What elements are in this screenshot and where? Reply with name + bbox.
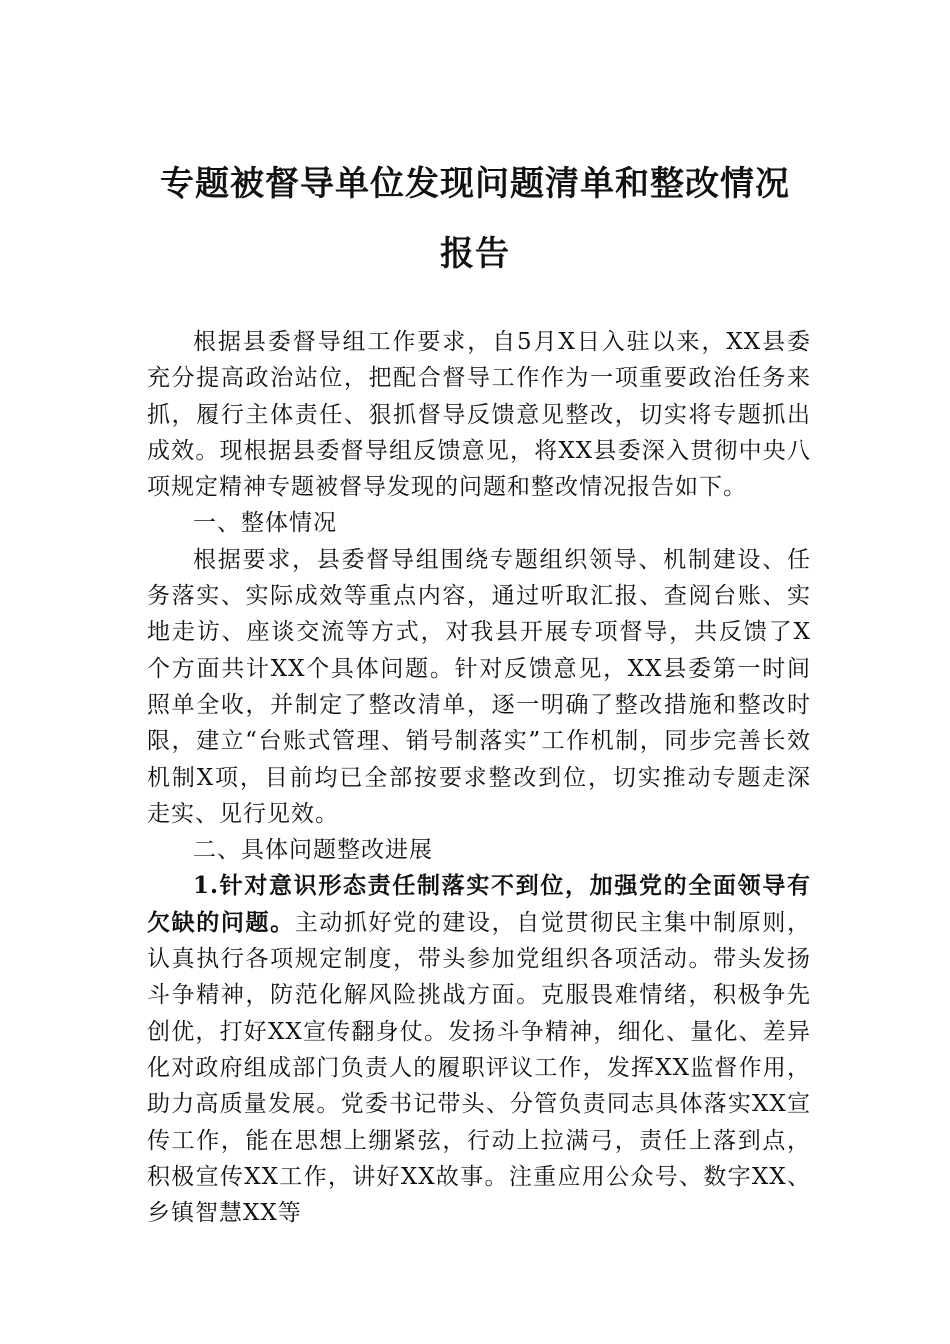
section-2-heading: 二、具体问题整改进展 — [193, 837, 433, 864]
item-1-body: 主动抓好党的建设，自觉贯彻民主集中制原则，认真执行各项规定制度，带头参加党组织各项活动。带头发扬斗争精神，防范化解风险挑战方面。克服畏难情绪，积极争先创优，打好XX宣传翻身仗。发扬斗争精神，细化、量化、差异化对政府组成部门负责人的履职评议工作，发挥XX监督作用，助力高质量发展。党委书记带头、分管负责同志具体落实XX宣传工作，能在思想上绷紧弦，行动上拉满弓，责任上落到点，积极宣传XX工作，讲好XX故事。注重应用公众号、数字XX、乡镇智慧XX等 — [147, 909, 812, 1227]
section-1-paragraph: 根据要求，县委督导组围绕专题组织领导、机制建设、任务落实、实际成效等重点内容，通过听取汇报、查阅台账、实地走访、座谈交流等方式，对我县开展专项督导，共反馈了X个方面共计XX个具体问题。针对反馈意见，XX县委第一时间照单全收，并制定了整改清单，逐一明确了整改措施和整改时限，建立“台账式管理、销号制落实”工作机制，同步完善长效机制X项，目前均已全部按要求整改到位，切实推动专题走深走实、见行见效。 — [147, 546, 811, 827]
item-1-lead: 1.针对意识形态责任制落实不到位，加强党的全面领导有欠缺的问题。 — [147, 872, 811, 936]
document-title-line-1: 专题被督导单位发现问题清单和整改情况 — [160, 164, 790, 204]
section-1-heading: 一、整体情况 — [193, 510, 337, 537]
document-body — [147, 324, 811, 1231]
section-2-item-1-paragraph — [147, 868, 811, 1231]
intro-paragraph: 根据县委督导组工作要求，自5月X日入驻以来，XX县委充分提高政治站位，把配合督导工作作为一项重要政治任务来抓，履行主体责任、狠抓督导反馈意见整改，切实将专题抓出成效。现根据县委督导组反馈意见，将XX县委深入贯彻中央八项规定精神专题被督导发现的问题和整改情况报告如下。 — [147, 329, 811, 501]
document-title-line-2: 报告 — [440, 234, 510, 274]
